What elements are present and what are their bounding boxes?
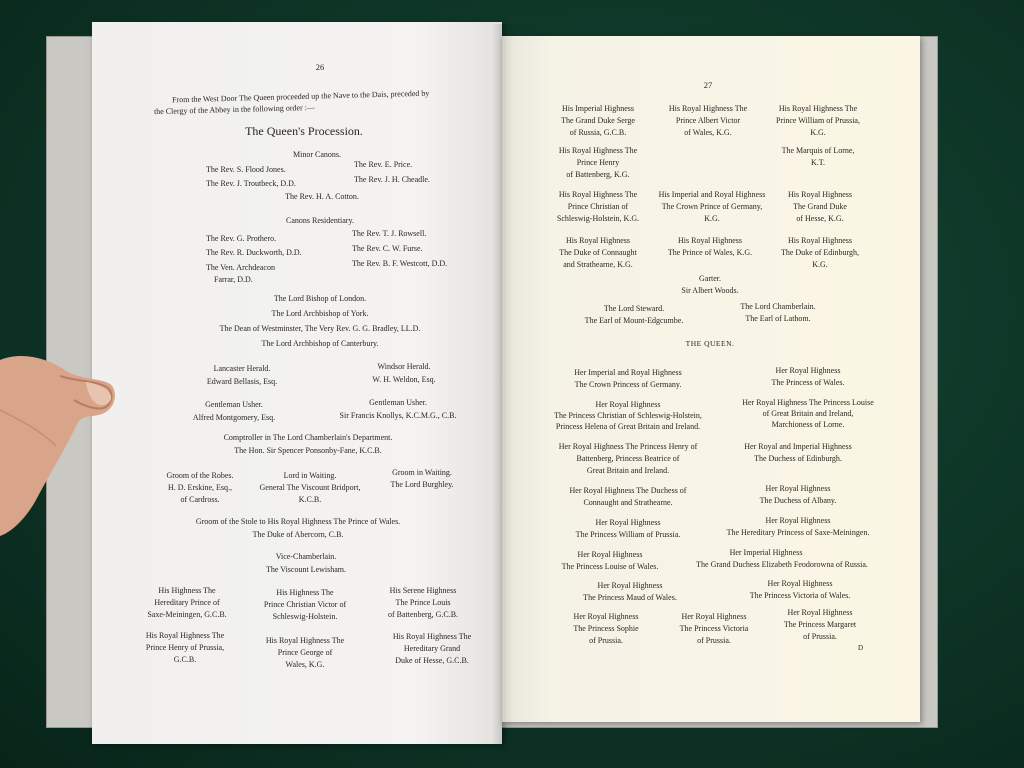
canon-7: The Rev. B. F. Westcott, D.D. <box>352 259 448 268</box>
lord-chamberlain-name: The Earl of Lathom. <box>745 314 811 323</box>
princess-7-line1: Her Royal Highness The Duchess of <box>569 486 687 495</box>
prince-6-line2: Prince Christian of <box>567 202 629 211</box>
groom-waiting-1: Groom in Waiting. <box>392 468 452 477</box>
dean-westminster: The Dean of Westminster, The Very Rev. G. G. Bradley, LL.D. <box>219 324 421 333</box>
royal-6-line2: Hereditary Grand <box>403 644 461 653</box>
royal-6-line3: Duke of Hesse, G.C.B. <box>395 656 469 665</box>
prince-10-line2: The Prince of Wales, K.G. <box>667 248 753 257</box>
royal-4-line3: G.C.B. <box>173 655 197 664</box>
minor-canon-2: The Rev. E. Price. <box>354 160 413 169</box>
prince-9-line1: His Royal Highness <box>566 236 630 245</box>
prince-8-line3: of Hesse, K.G. <box>796 214 844 223</box>
usher-2-name: Sir Francis Knollys, K.C.M.G., C.B. <box>339 411 457 420</box>
prince-5-line2: K.T. <box>810 158 826 167</box>
left-page <box>92 22 502 744</box>
princess-2-line2: The Princess of Wales. <box>771 378 845 387</box>
princess-16-line3: of Prussia. <box>697 636 731 645</box>
canon-5: The Ven. Archdeacon <box>206 263 275 272</box>
groom-stole-name: The Duke of Abercorn, C.B. <box>252 530 344 539</box>
prince-6-line3: Schleswig-Holstein, K.G. <box>556 214 640 223</box>
procession-title: The Queen's Procession. <box>245 124 363 138</box>
princess-6-line1: Her Royal and Imperial Highness <box>744 442 852 451</box>
minor-canon-1: The Rev. S. Flood Jones. <box>206 165 286 174</box>
garter-title: Garter. <box>699 274 721 283</box>
comptroller-name: The Hon. Sir Spencer Ponsonby-Fane, K.C.B. <box>234 446 382 455</box>
canon-2: The Rev. T. J. Rowsell. <box>352 229 427 238</box>
princess-15-line3: of Prussia. <box>589 636 623 645</box>
archbishop-canterbury: The Lord Archbishop of Canterbury. <box>261 339 379 348</box>
princess-7-line2: Connaught and Strathearne. <box>583 498 673 507</box>
prince-11-line2: The Duke of Edinburgh, <box>780 248 860 257</box>
princess-17-line1: Her Royal Highness <box>787 608 853 617</box>
princess-5-line1: Her Royal Highness The Princess Henry of <box>558 442 698 451</box>
princess-8-line1: Her Royal Highness <box>765 484 831 493</box>
princess-4-line2: of Great Britain and Ireland, <box>762 409 854 418</box>
minor-canon-3: The Rev. J. Troutbeck, D.D. <box>206 179 296 188</box>
right-page <box>502 36 920 722</box>
princess-11-line2: The Princess Louise of Wales. <box>561 562 659 571</box>
usher-1-title: Gentleman Usher. <box>205 400 263 409</box>
princess-16-line1: Her Royal Highness <box>681 612 747 621</box>
vice-chamberlain-name: The Viscount Lewisham. <box>265 565 347 574</box>
hand-holding-page <box>0 350 120 540</box>
minor-canons-heading: Minor Canons. <box>293 150 341 159</box>
prince-2-line3: of Wales, K.G. <box>684 128 732 137</box>
the-queen-heading: THE QUEEN. <box>685 339 735 348</box>
groom-robes-1: Groom of the Robes. <box>166 471 234 480</box>
princess-10-line2: The Hereditary Princess of Saxe-Meiningen. <box>726 528 870 537</box>
royal-2-line3: Schleswig-Holstein. <box>272 612 338 621</box>
royal-3-line2: The Prince Louis <box>395 598 451 607</box>
page-number-27: 27 <box>703 80 713 90</box>
windsor-herald-title: Windsor Herald. <box>377 362 431 371</box>
groom-stole-title: Groom of the Stole to His Royal Highness The Prince of Wales. <box>195 517 401 526</box>
canon-6: Farrar, D.D. <box>214 275 253 284</box>
princess-12-line2: The Grand Duchess Elizabeth Feodorowna of Russia. <box>696 560 868 569</box>
prince-8-line2: The Grand Duke <box>793 202 847 211</box>
groom-robes-3: of Cardross. <box>180 495 220 504</box>
prince-2-line2: Prince Albert Victor <box>675 116 741 125</box>
princess-17-line3: of Prussia. <box>803 632 837 641</box>
minor-canon-4: The Rev. J. H. Cheadle. <box>354 175 430 184</box>
groom-waiting-2: The Lord Burghley. <box>390 480 454 489</box>
royal-4-line1: His Royal Highness The <box>145 631 225 640</box>
groom-robes-2: H. D. Erskine, Esq., <box>168 483 232 492</box>
windsor-herald-name: W. H. Weldon, Esq. <box>372 375 436 384</box>
princess-10-line1: Her Royal Highness <box>765 516 831 525</box>
princess-5-line2: Battenberg, Princess Beatrice of <box>576 454 680 463</box>
princess-14-line1: Her Royal Highness <box>767 579 833 588</box>
princess-1-line2: The Crown Princess of Germany. <box>574 380 682 389</box>
princess-15-line2: The Princess Sophie <box>573 624 639 633</box>
prince-10-line1: His Royal Highness <box>678 236 742 245</box>
lord-steward-title: The Lord Steward. <box>603 304 665 313</box>
lancaster-herald-title: Lancaster Herald. <box>213 364 271 373</box>
prince-6-line1: His Royal Highness The <box>558 190 638 199</box>
princess-6-line2: The Duchess of Edinburgh. <box>754 454 842 463</box>
page-number-26: 26 <box>315 62 325 72</box>
prince-3-line1: His Royal Highness The <box>778 104 858 113</box>
bishop-london: The Lord Bishop of London. <box>273 294 367 303</box>
royal-1-line2: Hereditary Prince of <box>154 598 220 607</box>
royal-4-line2: Prince Henry of Prussia, <box>145 643 225 652</box>
prince-9-line3: and Strathearne, K.G. <box>563 260 633 269</box>
lord-chamberlain-title: The Lord Chamberlain. <box>740 302 816 311</box>
princess-1-line1: Her Imperial and Royal Highness <box>574 368 682 377</box>
prince-3-line2: Prince William of Prussia, <box>776 116 860 125</box>
princess-14-line2: The Princess Victoria of Wales. <box>749 591 851 600</box>
signature-mark: D <box>858 644 864 652</box>
lord-steward-name: The Earl of Mount-Edgcumbe. <box>584 316 684 325</box>
princess-12-line1: Her Imperial Highness <box>729 548 803 557</box>
lancaster-herald-name: Edward Bellasis, Esq. <box>206 377 278 386</box>
princess-4-line1: Her Royal Highness The Princess Louise <box>742 398 874 407</box>
prince-1-line2: The Grand Duke Serge <box>561 116 635 125</box>
royal-3-line1: His Serene Highness <box>389 586 457 595</box>
princess-9-line2: The Princess William of Prussia. <box>575 530 681 539</box>
princess-3-line2: The Princess Christian of Schleswig-Holstein, <box>554 411 702 420</box>
princess-4-line3: Marchioness of Lorne. <box>771 420 845 429</box>
princess-2-line1: Her Royal Highness <box>775 366 841 375</box>
royal-1-line3: Saxe-Meiningen, G.C.B. <box>147 610 227 619</box>
princess-3-line1: Her Royal Highness <box>595 400 661 409</box>
princess-13-line2: The Princess Maud of Wales. <box>583 593 677 602</box>
comptroller-title: Comptroller in The Lord Chamberlain's Department. <box>223 433 393 442</box>
prince-1-line3: of Russia, G.C.B. <box>569 128 627 137</box>
royal-6-line1: His Royal Highness The <box>392 632 472 641</box>
prince-11-line3: K.G. <box>812 260 828 269</box>
princess-3-line3: Princess Helena of Great Britain and Ireland. <box>555 422 701 431</box>
garter-name: Sir Albert Woods. <box>681 286 739 295</box>
prince-2-line1: His Royal Highness The <box>668 104 748 113</box>
prince-7-line2: The Crown Prince of Germany, <box>661 202 763 211</box>
intro-line-2: the Clergy of the Abbey in the following order :— <box>153 102 316 117</box>
royal-3-line3: of Battenberg, G.C.B. <box>387 610 459 619</box>
princess-5-line3: Great Britain and Ireland. <box>586 466 670 475</box>
usher-2-title: Gentleman Usher. <box>369 398 427 407</box>
lord-waiting-2: General The Viscount Bridport, <box>259 483 361 492</box>
vice-chamberlain-title: Vice-Chamberlain. <box>275 552 337 561</box>
prince-4-line1: His Royal Highness The <box>558 146 638 155</box>
princess-11-line1: Her Royal Highness <box>577 550 643 559</box>
prince-5-line1: The Marquis of Lorne, <box>781 146 855 155</box>
lord-waiting-3: K.C.B. <box>298 495 322 504</box>
prince-9-line2: The Duke of Connaught <box>559 248 637 257</box>
royal-2-line1: His Highness The <box>276 588 334 597</box>
archbishop-york: The Lord Archbishop of York. <box>271 309 369 318</box>
royal-5-line3: Wales, K.G. <box>285 660 325 669</box>
canon-4: The Rev. C. W. Furse. <box>352 244 423 253</box>
intro-line-1: From the West Door The Queen proceeded up the Nave to the Dais, preceded by <box>171 88 430 105</box>
prince-4-line2: Prince Henry <box>576 158 620 167</box>
princess-16-line2: The Princess Victoria <box>679 624 749 633</box>
princess-8-line2: The Duchess of Albany. <box>759 496 837 505</box>
prince-1-line1: His Imperial Highness <box>562 104 634 113</box>
minor-canon-5: The Rev. H. A. Cotton. <box>285 192 359 201</box>
prince-7-line3: K.G. <box>704 214 720 223</box>
royal-5-line1: His Royal Highness The <box>265 636 345 645</box>
lord-waiting-1: Lord in Waiting. <box>283 471 337 480</box>
prince-4-line3: of Battenberg, K.G. <box>566 170 630 179</box>
princess-17-line2: The Princess Margaret <box>783 620 857 629</box>
princess-13-line1: Her Royal Highness <box>597 581 663 590</box>
princess-9-line1: Her Royal Highness <box>595 518 661 527</box>
prince-7-line1: His Imperial and Royal Highness <box>658 190 766 199</box>
canon-3: The Rev. R. Duckworth, D.D. <box>206 248 302 257</box>
royal-1-line1: His Highness The <box>158 586 216 595</box>
canon-1: The Rev. G. Prothero. <box>206 234 277 243</box>
book-gutter-shadow <box>492 24 514 744</box>
usher-1-name: Alfred Montgomery, Esq. <box>192 413 276 422</box>
royal-2-line2: Prince Christian Victor of <box>263 600 347 609</box>
canons-heading: Canons Residentiary. <box>286 216 354 225</box>
prince-8-line1: His Royal Highness <box>788 190 852 199</box>
princess-15-line1: Her Royal Highness <box>573 612 639 621</box>
royal-5-line2: Prince George of <box>277 648 333 657</box>
prince-11-line1: His Royal Highness <box>788 236 852 245</box>
prince-3-line3: K.G. <box>810 128 826 137</box>
